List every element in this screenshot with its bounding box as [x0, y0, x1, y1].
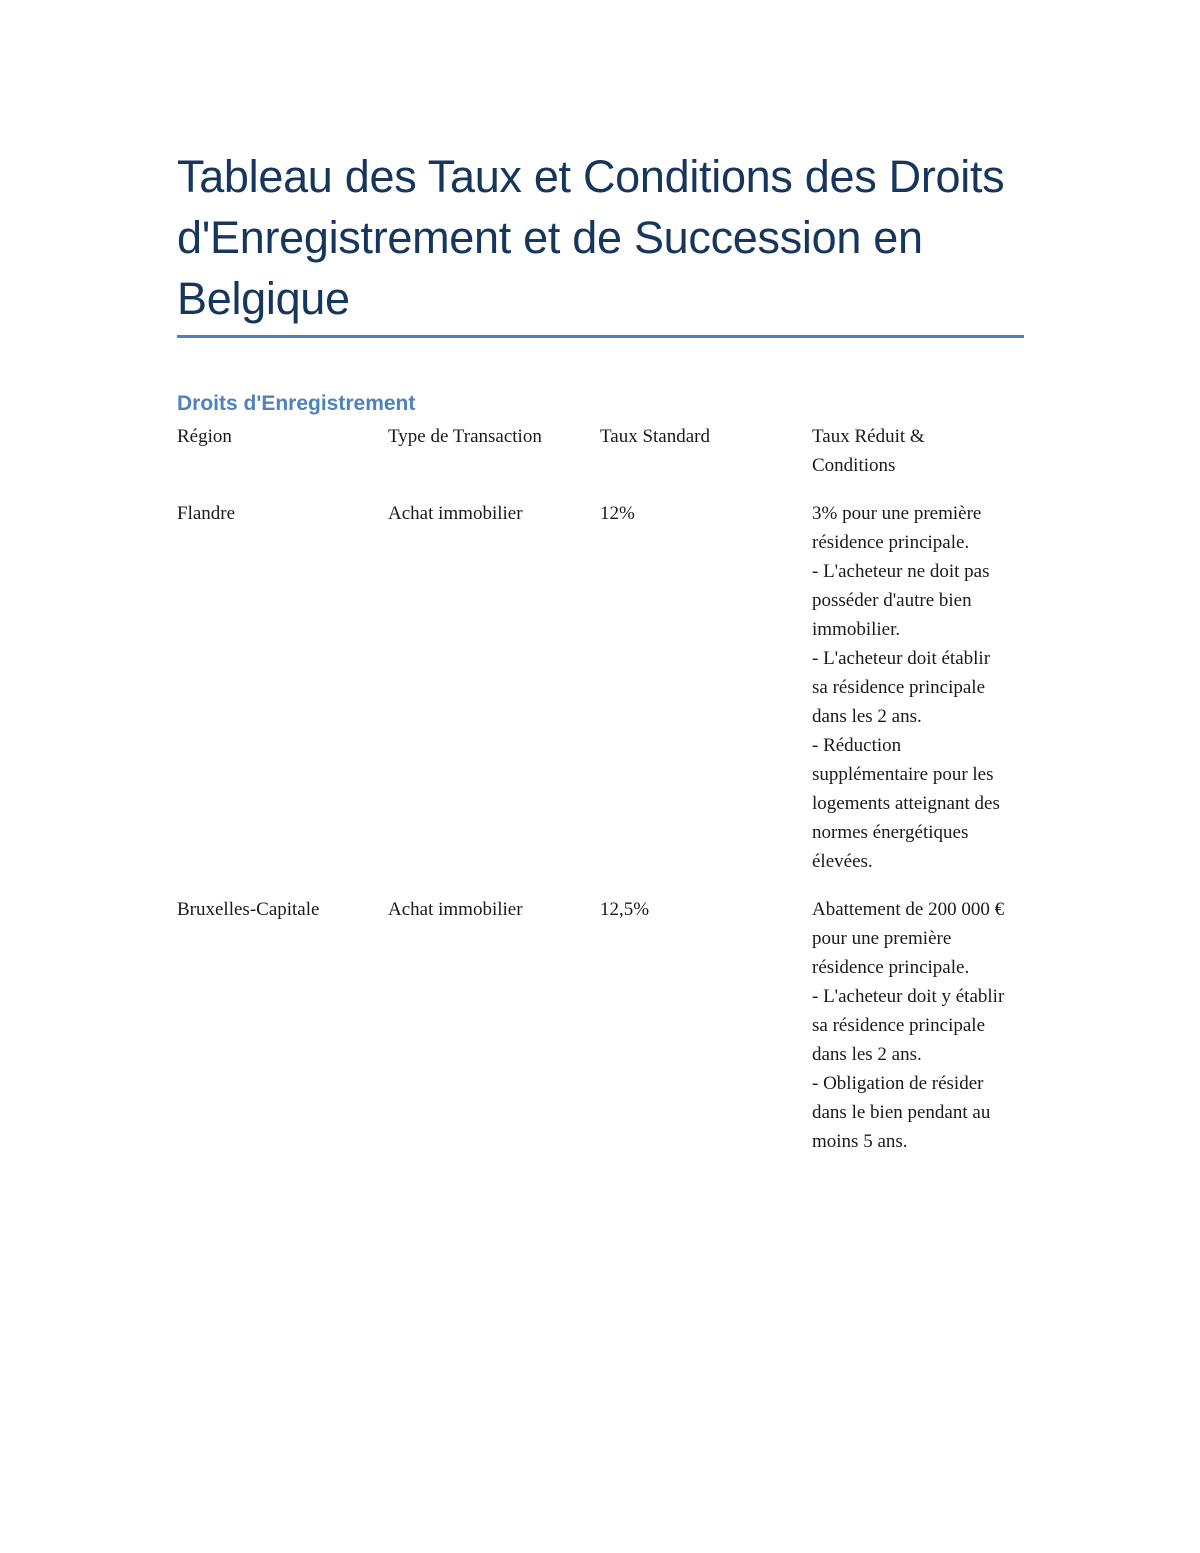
cell-reduced-conditions	[812, 499, 1007, 895]
cell-standard-rate: 12%	[600, 503, 635, 524]
cell-transaction-type: Achat immobilier	[388, 899, 523, 920]
cell-reduced-conditions	[812, 895, 1007, 1156]
cell-region: Bruxelles-Capitale	[177, 899, 320, 920]
condition-line: - L'acheteur doit établir sa résidence principale dans les 2 ans.	[812, 648, 991, 727]
condition-line: - Obligation de résider dans le bien pendant au moins 5 ans.	[812, 1073, 991, 1152]
header-reduced-rate: Taux Réduit & Conditions	[812, 426, 925, 476]
cell-standard-rate: 12,5%	[600, 899, 650, 920]
condition-line: 3% pour une première résidence principale.	[812, 503, 982, 553]
table-row	[177, 895, 1007, 1156]
header-transaction-type: Type de Transaction	[388, 426, 542, 447]
header-standard-rate: Taux Standard	[600, 426, 711, 447]
table-header-row	[177, 422, 1007, 499]
page-title: Tableau des Taux et Conditions des Droits d'Enregistrement et de Succession en Belgique	[177, 151, 1005, 324]
header-region: Région	[177, 426, 232, 447]
condition-line: - L'acheteur ne doit pas posséder d'autre bien immobilier.	[812, 561, 990, 640]
title-divider	[177, 335, 1024, 338]
condition-line: Abattement de 200 000 € pour une première résidence principale.	[812, 899, 1005, 978]
section-heading: Droits d'Enregistrement	[177, 392, 416, 415]
rates-table	[177, 422, 1007, 1156]
cell-region: Flandre	[177, 503, 236, 524]
cell-transaction-type: Achat immobilier	[388, 503, 523, 524]
condition-line: - Réduction supplémentaire pour les logements atteignant des normes énergétiques élevées.	[812, 735, 1000, 872]
condition-line: - L'acheteur doit y établir sa résidence principale dans les 2 ans.	[812, 986, 1005, 1065]
table-row	[177, 499, 1007, 895]
